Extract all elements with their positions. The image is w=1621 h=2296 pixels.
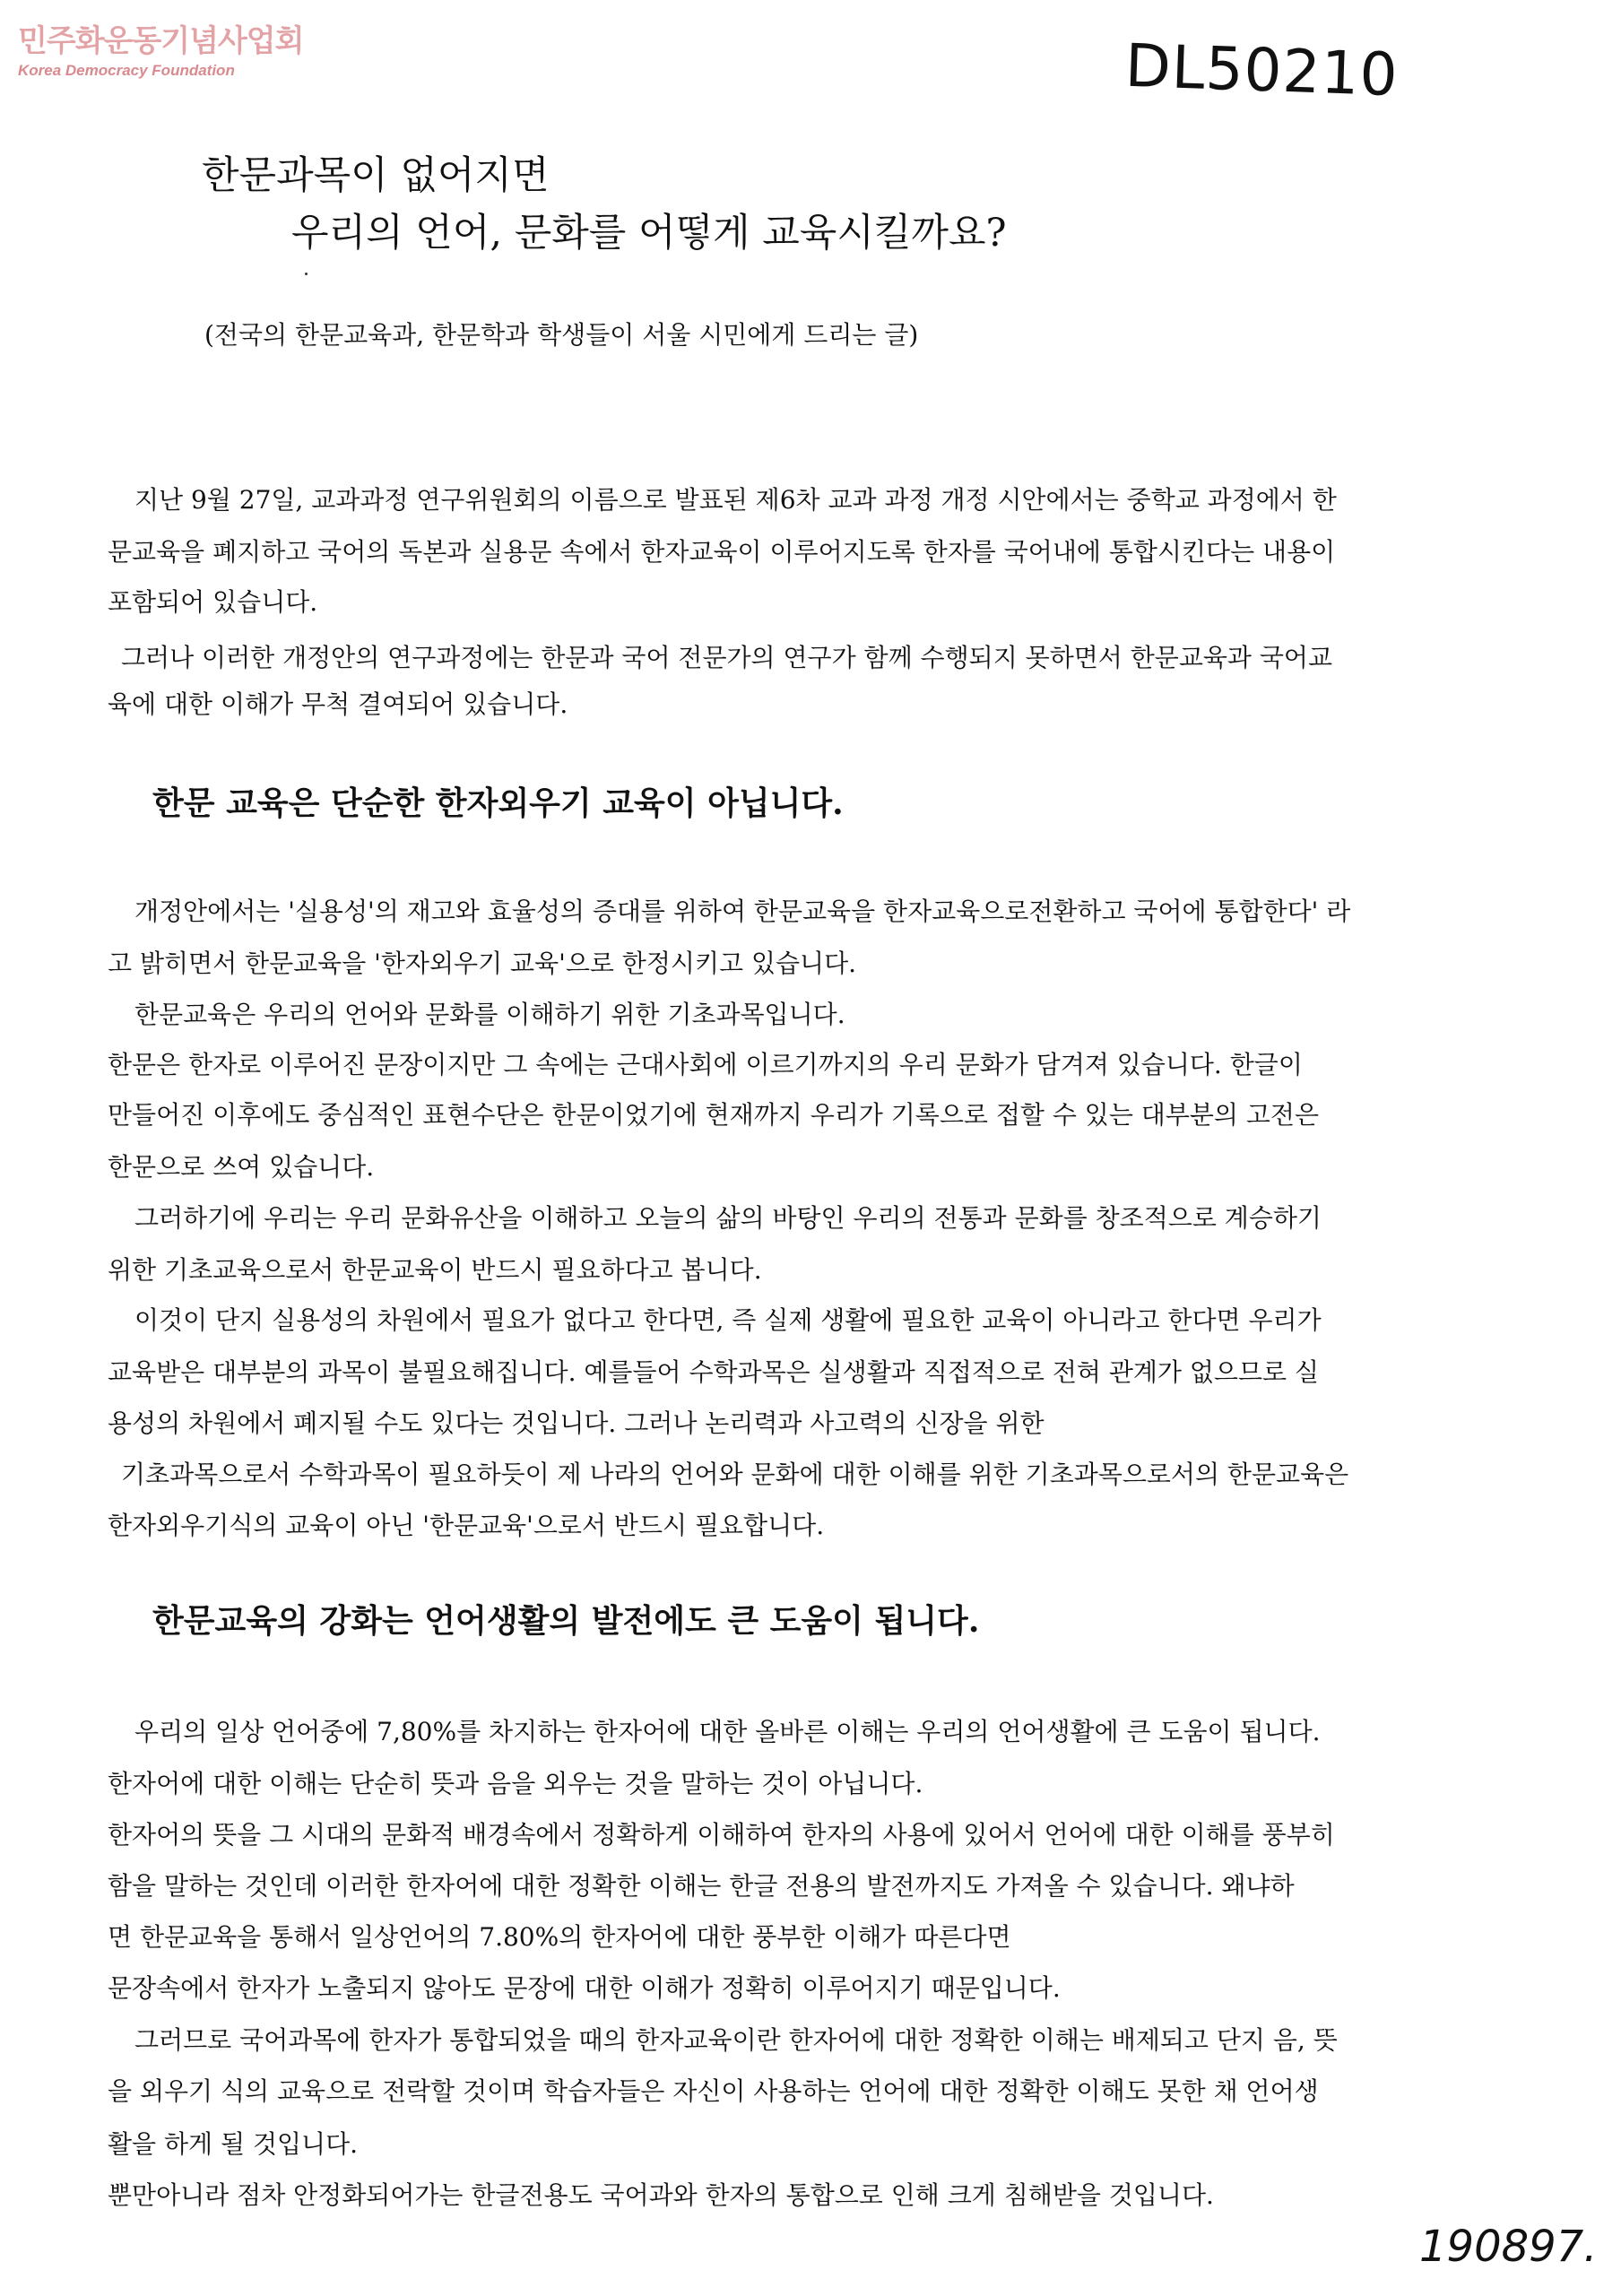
- body-line: 우리의 일상 언어중에 7,80%를 차지하는 한자어에 대한 올바른 이해는 우리의 언어생활에 큰 도움이 됩니다.: [134, 1717, 1321, 1746]
- body-line: 한자외우기식의 교육이 아닌 '한문교육'으로서 반드시 필요합니다.: [108, 1511, 825, 1540]
- watermark-logo: [18, 16, 303, 80]
- body-line: 한자어에 대한 이해는 단순히 뜻과 음을 외우는 것을 말하는 것이 아닙니다.: [108, 1769, 923, 1798]
- body-line: 포함되어 있습니다.: [108, 587, 318, 617]
- body-line: 이것이 단지 실용성의 차원에서 필요가 없다고 한다면, 즉 실제 생활에 필요한 교육이 아니라고 한다면 우리가: [134, 1305, 1322, 1335]
- body-line: 함을 말하는 것인데 이러한 한자어에 대한 정확한 이해는 한글 전용의 발전까지도 가져올 수 있습니다. 왜냐하: [108, 1871, 1295, 1901]
- body-line: 육에 대한 이해가 무척 결여되어 있습니다.: [108, 689, 568, 719]
- body-line: 면 한문교육을 통해서 일상언어의 7.80%의 한자어에 대한 풍부한 이해가 따른다면: [108, 1922, 1011, 1952]
- body-line: 고 밝히면서 한문교육을 '한자외우기 교육'으로 한정시키고 있습니다.: [108, 949, 857, 978]
- body-line: 그러하기에 우리는 우리 문화유산을 이해하고 오늘의 삶의 바탕인 우리의 전통과 문화를 창조적으로 계승하기: [134, 1203, 1322, 1233]
- body-line: 한문교육은 우리의 언어와 문화를 이해하기 위한 기초과목입니다.: [134, 1000, 845, 1029]
- body-line: 문교육을 폐지하고 국어의 독본과 실용문 속에서 한자교육이 이루어지도록 한자를 국어내에 통합시킨다는 내용이: [108, 537, 1336, 567]
- body-line: 을 외우기 식의 교육으로 전락할 것이며 학습자들은 자신이 사용하는 언어에 대한 정확한 이해도 못한 채 언어생: [108, 2076, 1319, 2106]
- title-line-1: 한문과목이 없어지면: [202, 153, 550, 198]
- body-line: 한문으로 쓰여 있습니다.: [108, 1152, 375, 1182]
- title-line-2: 우리의 언어, 문화를 어떻게 교육시킬까요?: [291, 211, 1007, 256]
- watermark-korean: 민주화운동기념사업회: [18, 23, 304, 59]
- speck: [305, 273, 308, 275]
- body-line: 기초과목으로서 수학과목이 필요하듯이 제 나라의 언어와 문화에 대한 이해를 위한 기초과목으로서의 한문교육은: [121, 1460, 1349, 1489]
- subtitle: (전국의 한문교육과, 한문학과 학생들이 서울 시민에게 드리는 글): [204, 320, 919, 350]
- section-heading-2: 한문교육의 강화는 언어생활의 발전에도 큰 도움이 됩니다.: [152, 1602, 980, 1640]
- body-line: 위한 기초교육으로서 한문교육이 반드시 필요하다고 봅니다.: [108, 1255, 762, 1285]
- body-line: 그러나 이러한 개정안의 연구과정에는 한문과 국어 전문가의 연구가 함께 수행되지 못하면서 한문교육과 국어교: [121, 643, 1333, 672]
- body-line: 활을 하게 될 것입니다.: [108, 2129, 359, 2159]
- body-line: 문장속에서 한자가 노출되지 않아도 문장에 대한 이해가 정확히 이루어지기 때문입니다.: [108, 1973, 1061, 2003]
- handwritten-page-number: 190897.: [1419, 2222, 1598, 2272]
- handwritten-document-id: DL50210: [1123, 30, 1400, 110]
- body-line: 그러므로 국어과목에 한자가 통합되었을 때의 한자교육이란 한자어에 대한 정확한 이해는 배제되고 단지 음, 뜻: [134, 2025, 1338, 2055]
- body-line: 용성의 차원에서 폐지될 수도 있다는 것입니다. 그러나 논리력과 사고력의 신장을 위한: [108, 1408, 1045, 1438]
- body-line: 뿐만아니라 점차 안정화되어가는 한글전용도 국어과와 한자의 통합으로 인해 크게 침해받을 것입니다.: [108, 2180, 1214, 2210]
- watermark-english: Korea Democracy Foundation: [18, 62, 235, 79]
- body-line: 한자어의 뜻을 그 시대의 문화적 배경속에서 정확하게 이해하여 한자의 사용에 있어서 언어에 대한 이해를 풍부히: [108, 1820, 1335, 1850]
- body-line: 개정안에서는 '실용성'의 재고와 효율성의 증대를 위하여 한문교육을 한자교육으로전환하고 국어에 통합한다' 라: [134, 897, 1351, 926]
- body-line: 만들어진 이후에도 중심적인 표현수단은 한문이었기에 현재까지 우리가 기록으로 접할 수 있는 대부분의 고전은: [108, 1100, 1320, 1130]
- body-line: 한문은 한자로 이루어진 문장이지만 그 속에는 근대사회에 이르기까지의 우리 문화가 담겨져 있습니다. 한글이: [108, 1050, 1303, 1079]
- body-line: 지난 9월 27일, 교과과정 연구위원회의 이름으로 발표된 제6차 교과 과정 개정 시안에서는 중학교 과정에서 한: [134, 485, 1337, 515]
- section-heading-1: 한문 교육은 단순한 한자외우기 교육이 아닙니다.: [152, 784, 844, 822]
- body-line: 교육받은 대부분의 과목이 불필요해집니다. 예를들어 수학과목은 실생활과 직접적으로 전혀 관계가 없으므로 실: [108, 1357, 1320, 1387]
